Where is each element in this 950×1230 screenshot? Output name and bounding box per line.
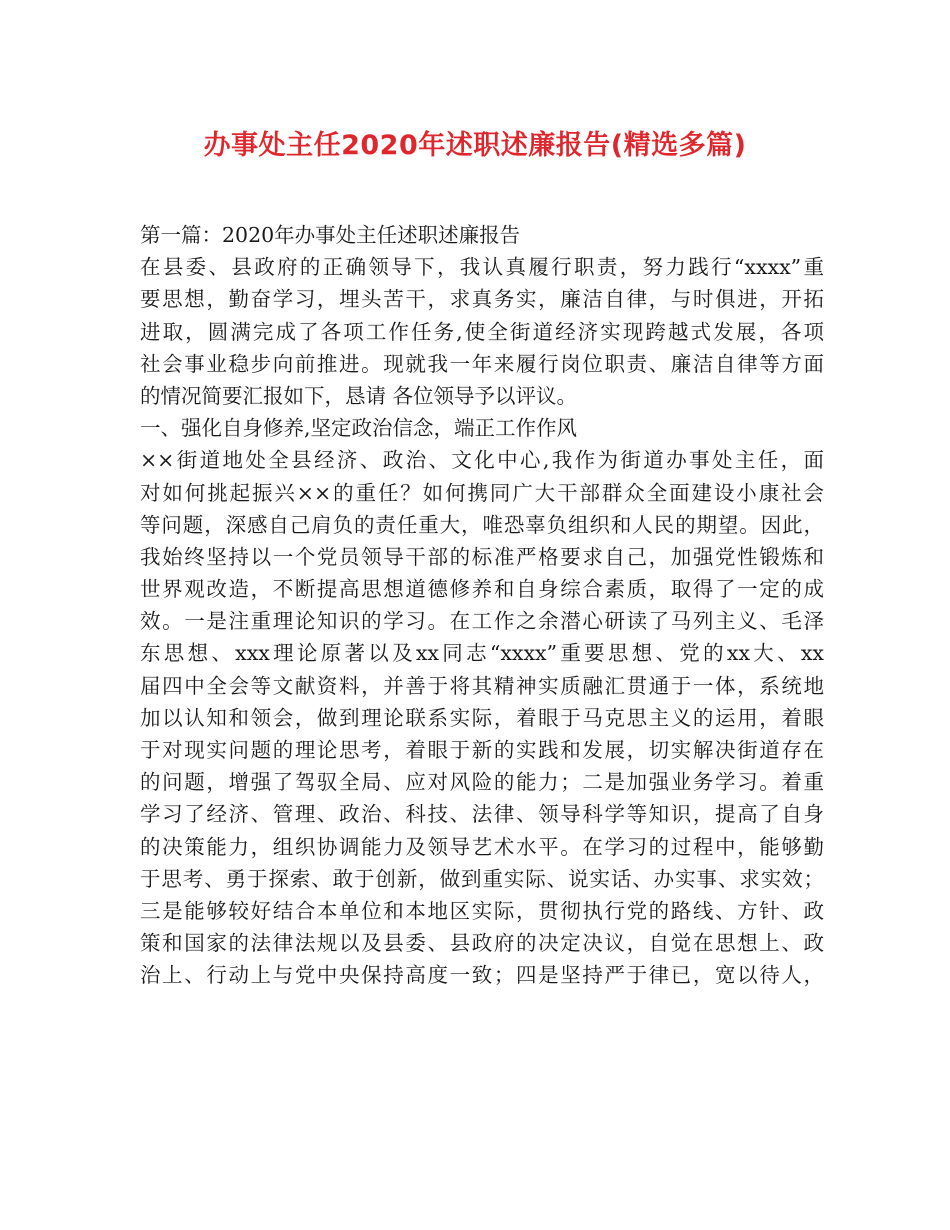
body-line: ××街道地处全县经济、政治、文化中心,我作为街道办事处主任，面	[140, 448, 824, 473]
body-line: 学习了经济、管理、政治、科技、法律、领导科学等知识，提高了自身	[140, 802, 824, 827]
body-line: 的情况简要汇报如下，恳请 各位领导予以评议。	[140, 383, 578, 408]
body-line: 加以认知和领会，做到理论联系实际，着眼于马克思主义的运用，着眼	[140, 705, 824, 730]
body-line: 进取，圆满完成了各项工作任务,使全街道经济实现跨越式发展，各项	[140, 319, 824, 344]
body-line: 社会事业稳步向前推进。现就我一年来履行岗位职责、廉洁自律等方面	[140, 351, 824, 376]
body-line: 治上、行动上与党中央保持高度一致；四是坚持严于律已，宽以待人，	[140, 963, 824, 988]
body-line: 第一篇：2020年办事处主任述职述廉报告	[140, 223, 521, 247]
body-line: 等问题，深感自己肩负的责任重大，唯恐辜负组织和人民的期望。因此，	[140, 512, 824, 537]
body-line: 东思想、xxx理论原著以及xx同志“xxxx”重要思想、党的xx大、xx	[140, 641, 824, 666]
body-line: 在县委、县政府的正确领导下，我认真履行职责，努力践行“xxxx”重	[140, 255, 824, 280]
body-line: 我始终坚持以一个党员领导干部的标准严格要求自己，加强党性锻炼和	[140, 544, 824, 569]
section-heading: 一、强化自身修养,坚定政治信念，端正工作作风	[140, 416, 578, 441]
body-line: 三是能够较好结合本单位和本地区实际，贯彻执行党的路线、方针、政	[140, 898, 824, 923]
body-line: 世界观改造，不断提高思想道德修养和自身综合素质，取得了一定的成	[140, 577, 824, 602]
body-line: 于对现实问题的理论思考，着眼于新的实践和发展，切实解决街道存在	[140, 738, 824, 762]
body-line: 的问题，增强了驾驭全局、应对风险的能力；二是加强业务学习。着重	[140, 770, 824, 795]
body-line: 届四中全会等文献资料，并善于将其精神实质融汇贯通于一体，系统地	[140, 673, 824, 698]
document-body	[140, 219, 824, 992]
body-line: 的决策能力，组织协调能力及领导艺术水平。在学习的过程中，能够勤	[140, 834, 824, 859]
body-line: 效。一是注重理论知识的学习。在工作之余潜心研读了马列主义、毛泽	[140, 609, 824, 634]
document-title: 办事处主任2020年述职述廉报告(精选多篇)	[203, 130, 747, 161]
body-line: 要思想，勤奋学习，埋头苦干，求真务实，廉洁自律，与时俱进，开拓	[140, 287, 824, 312]
body-line: 于思考、勇于探索、敢于创新，做到重实际、说实话、办实事、求实效；	[140, 866, 824, 891]
body-line: 策和国家的法律法规以及县委、县政府的决定决议，自觉在思想上、政	[140, 931, 824, 956]
body-line: 对如何挑起振兴××的重任？如何携同广大干部群众全面建设小康社会	[140, 480, 824, 505]
